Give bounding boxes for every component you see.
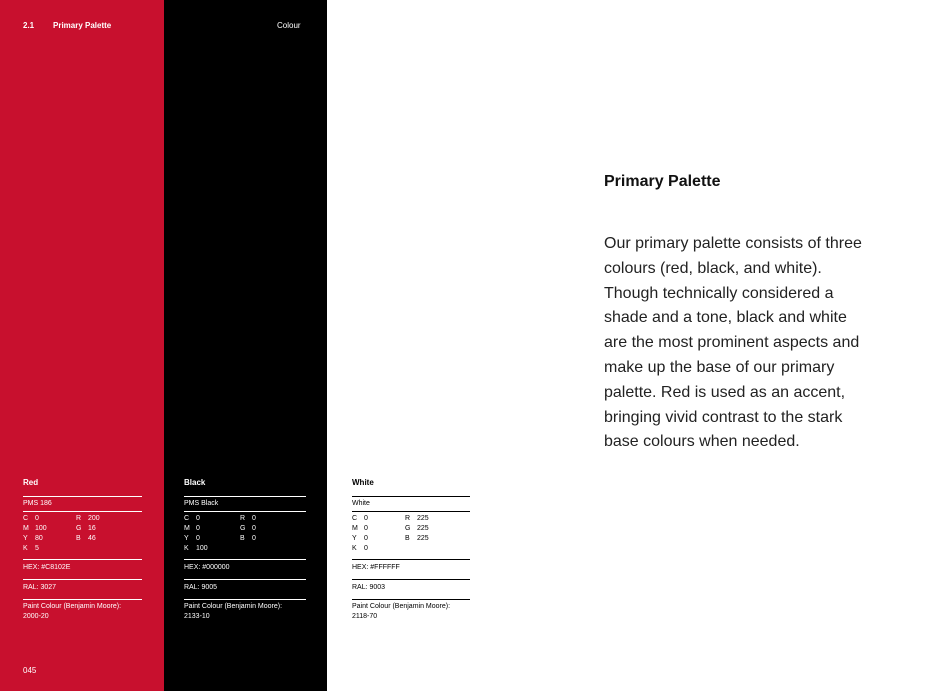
paint-code: 2000-20 (23, 613, 49, 620)
cmyk-label: K (352, 545, 357, 552)
section-number: 2.1 (23, 21, 35, 30)
cmyk-value: 0 (35, 515, 39, 522)
cmyk-label: M (352, 525, 358, 532)
cmyk-label: M (23, 525, 29, 532)
rgb-value: 0 (252, 515, 256, 522)
cmyk-label: Y (352, 535, 357, 542)
ral-value: RAL: 9005 (184, 584, 218, 591)
rgb-value: 16 (88, 525, 96, 532)
rgb-values (405, 514, 458, 554)
rgb-value: 46 (88, 535, 96, 542)
cmyk-value: 0 (364, 535, 368, 542)
cmyk-label: M (184, 525, 190, 532)
paint-code: 2118-70 (352, 613, 378, 620)
swatch-name: Red (23, 478, 39, 487)
paint-colour (23, 600, 142, 622)
cmyk-values (352, 514, 405, 554)
rgb-value: 200 (88, 515, 100, 522)
cmyk-values (23, 514, 76, 554)
paint-colour (352, 600, 470, 622)
rgb-label: R (240, 515, 246, 522)
rgb-values (240, 514, 293, 554)
ral-value: RAL: 9003 (352, 584, 386, 591)
swatch-name: Black (184, 478, 206, 487)
rgb-values (76, 514, 129, 554)
cmyk-value: 5 (35, 545, 39, 552)
rgb-label: R (405, 515, 411, 522)
rgb-label: B (76, 535, 81, 542)
rgb-value: 0 (252, 525, 256, 532)
rgb-value: 225 (417, 515, 429, 522)
color-values (352, 512, 470, 559)
rgb-label: R (76, 515, 82, 522)
paint-code: 2133-10 (184, 613, 210, 620)
cmyk-value: 0 (196, 525, 200, 532)
cmyk-value: 0 (196, 515, 200, 522)
rgb-label: G (76, 525, 82, 532)
body-paragraph: Our primary palette consists of three colours (red, black, and white). Though technically considered a shade and a tone, black and white are the most prominent aspects and make up the base of our primary palette. Red is used as an accent, bringing vivid contrast to the stark base colours when needed. (604, 235, 862, 451)
cmyk-value: 0 (364, 545, 368, 552)
paint-label: Paint Colour (Benjamin Moore): (352, 603, 451, 610)
paint-colour (184, 600, 306, 622)
chapter-title: Colour (277, 21, 301, 30)
rgb-label: B (240, 535, 245, 542)
paint-label: Paint Colour (Benjamin Moore): (23, 603, 122, 610)
black-spec-block (184, 477, 306, 622)
rgb-value: 225 (417, 535, 429, 542)
rgb-label: G (405, 525, 411, 532)
ral-value: RAL: 3027 (23, 584, 57, 591)
cmyk-value: 0 (196, 535, 200, 542)
cmyk-label: C (184, 515, 190, 522)
cmyk-value: 100 (196, 545, 208, 552)
rgb-label: G (240, 525, 246, 532)
cmyk-label: Y (184, 535, 189, 542)
pms-value: White (352, 500, 370, 507)
cmyk-label: K (184, 545, 189, 552)
pms-value: PMS Black (184, 500, 219, 507)
paint-label: Paint Colour (Benjamin Moore): (184, 603, 283, 610)
body-heading: Primary Palette (604, 173, 721, 190)
section-title: Primary Palette (53, 21, 112, 30)
cmyk-value: 100 (35, 525, 47, 532)
cmyk-value: 80 (35, 535, 43, 542)
page-number: 045 (23, 666, 37, 675)
rgb-label: B (405, 535, 410, 542)
white-spec-block (352, 477, 470, 622)
hex-value: HEX: #FFFFFF (352, 564, 400, 571)
color-values (23, 512, 142, 559)
cmyk-label: C (23, 515, 29, 522)
color-values (184, 512, 306, 559)
swatch-name: White (352, 478, 374, 487)
hex-value: HEX: #000000 (184, 564, 230, 571)
pms-value: PMS 186 (23, 500, 52, 507)
cmyk-value: 0 (364, 515, 368, 522)
red-spec-block (23, 477, 142, 622)
cmyk-label: C (352, 515, 358, 522)
cmyk-label: K (23, 545, 28, 552)
cmyk-label: Y (23, 535, 28, 542)
cmyk-values (184, 514, 240, 554)
rgb-value: 225 (417, 525, 429, 532)
rgb-value: 0 (252, 535, 256, 542)
cmyk-value: 0 (364, 525, 368, 532)
hex-value: HEX: #C8102E (23, 564, 71, 571)
